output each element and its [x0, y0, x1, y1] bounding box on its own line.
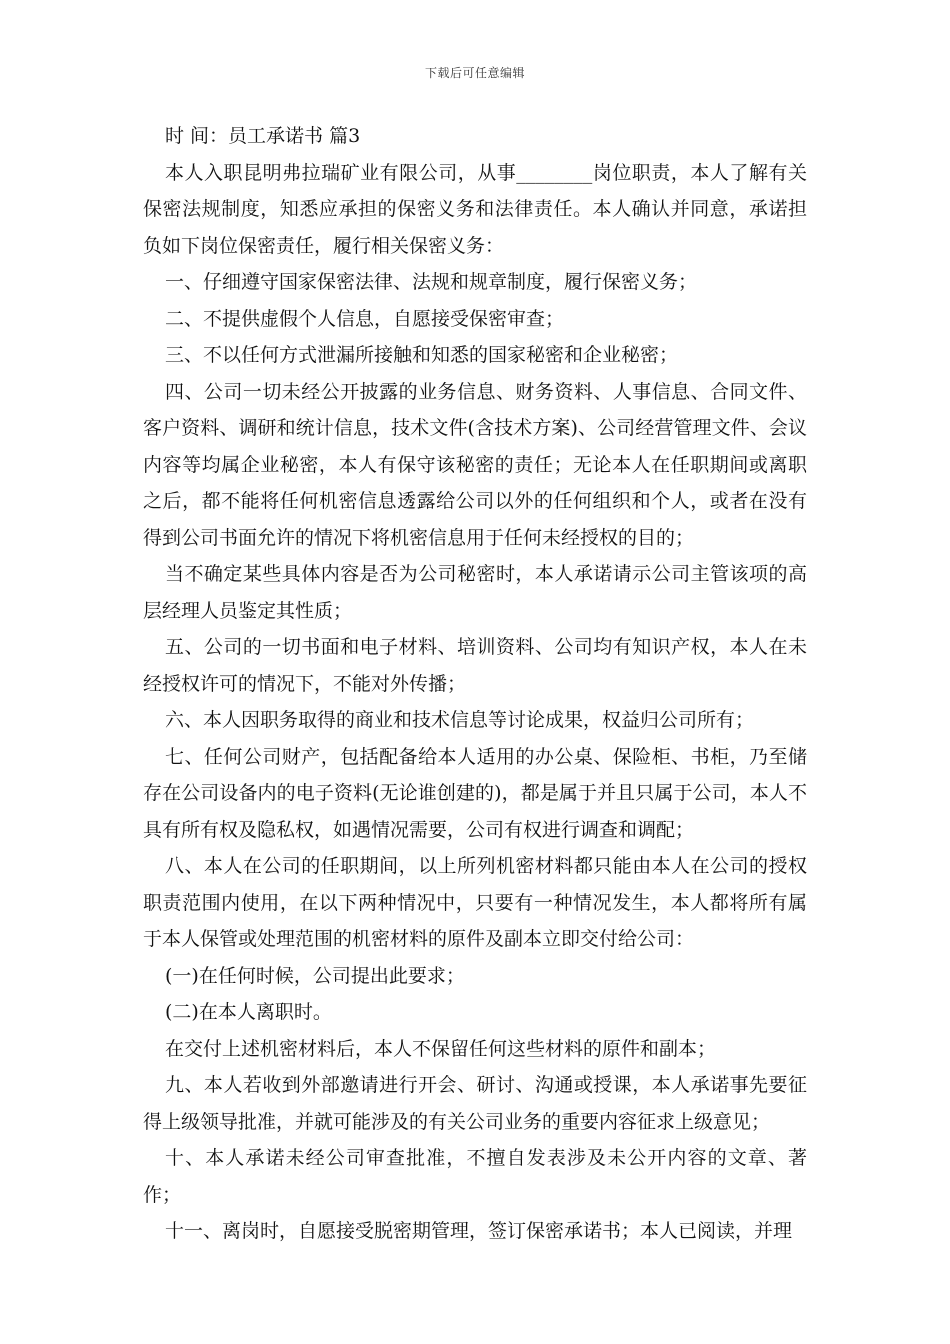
paragraph-item-6: 六、本人因职务取得的商业和技术信息等讨论成果，权益归公司所有；	[165, 709, 755, 731]
paragraph-item-4-note: 当不确定某些具体内容是否为公司秘密时，本人承诺请示公司主管该项的高层经理人员鉴定其性质；	[143, 563, 807, 622]
paragraph-item-9: 九、本人若收到外部邀请进行开会、研讨、沟通或授课，本人承诺事先要征得上级领导批准，并就可能涉及的有关公司业务的重要内容征求上级意见；	[143, 1074, 807, 1133]
paragraph-item-3: 三、不以任何方式泄漏所接触和知悉的国家秘密和企业秘密；	[165, 344, 679, 366]
paragraph-item-7: 七、任何公司财产，包括配备给本人适用的办公桌、保险柜、书柜，乃至储存在公司设备内的电子资料(无论谁创建的)，都是属于并且只属于公司，本人不具有所有权及隐私权，如遇情况需要，公司有权进行调查和调配；	[143, 745, 807, 841]
paragraph-intro: 本人入职昆明弗拉瑞矿业有限公司，从事________岗位职责，本人了解有关保密法规制度，知悉应承担的保密义务和法律责任。本人确认并同意，承诺担负如下岗位保密责任，履行相关保密义务：	[143, 161, 807, 257]
header-note: 下载后可任意编辑	[424, 66, 525, 80]
paragraph-item-8-note: 在交付上述机密材料后，本人不保留任何这些材料的原件和副本；	[165, 1037, 717, 1060]
paragraph-item-8: 八、本人在公司的任职期间，以上所列机密材料都只能由本人在公司的授权职责范围内使用，在以下两种情况中，只要有一种情况发生，本人都将所有属于本人保管或处理范围的机密材料的原件及副本立即交付给公司：	[143, 855, 807, 950]
paragraph-title-line: 时 间：员工承诺书 篇3	[165, 125, 361, 147]
paragraph-item-5: 五、公司的一切书面和电子材料、培训资料、公司均有知识产权，本人在未经授权许可的情况下，不能对外传播；	[143, 636, 807, 695]
paragraph-item-10: 十、本人承诺未经公司审查批准，不擅自发表涉及未公开内容的文章、著作；	[143, 1147, 807, 1206]
paragraph-item-8-sub-1: (一)在任何时候，公司提出此要求；	[165, 964, 465, 987]
paragraph-item-2: 二、不提供虚假个人信息，自愿接受保密审查；	[165, 307, 565, 330]
paragraph-item-4: 四、公司一切未经公开披露的业务信息、财务资料、人事信息、合同文件、客户资料、调研和统计信息，技术文件(含技术方案)、公司经营管理文件、会议内容等均属企业秘密，本人有保守该秘密的责任；无论本人在任职期间或离职之后，都不能将任何机密信息透露给公司以外的任何组织和个人，或者在没有得到公司书面允许的情况下将机密信息用于任何未经授权的目的；	[143, 380, 807, 549]
paragraph-item-8-sub-2: (二)在本人离职时。	[165, 1001, 332, 1023]
paragraph-item-1: 一、仔细遵守国家保密法律、法规和规章制度，履行保密义务；	[165, 271, 698, 293]
paragraph-item-11: 十一、离岗时，自愿接受脱密期管理，签订保密承诺书；本人已阅读，并理	[165, 1220, 793, 1242]
document-body	[143, 118, 807, 1250]
